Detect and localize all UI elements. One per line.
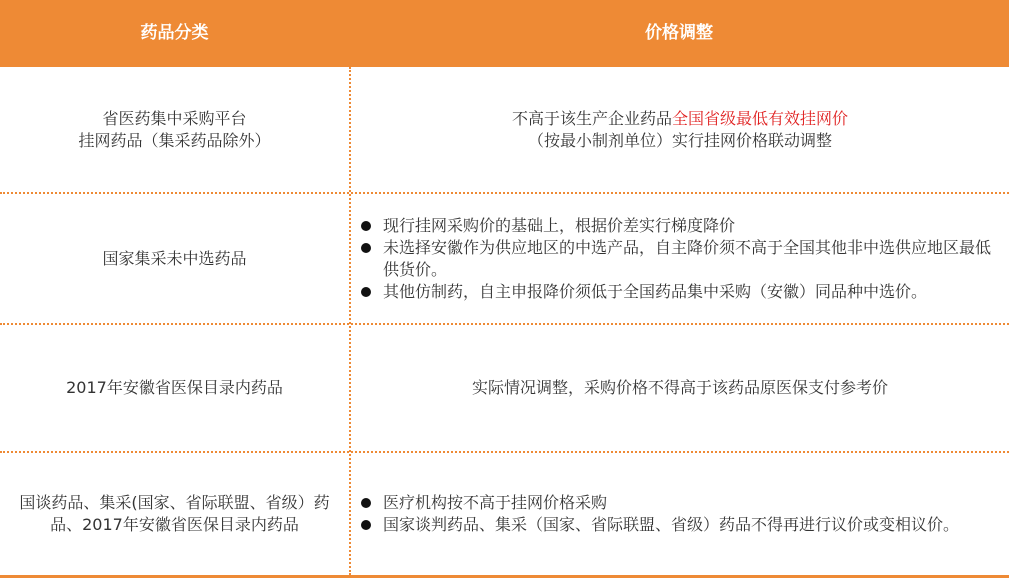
bullet-list <box>359 215 1001 303</box>
bullet-text: 国家谈判药品、集采（国家、省际联盟、省级）药品不得再进行议价或变相议价。 <box>383 515 960 534</box>
bullet-icon <box>361 520 371 530</box>
bullet-text: 医疗机构按不高于挂网价格采购 <box>383 493 608 512</box>
bullet-icon <box>361 243 371 253</box>
bullet-icon <box>361 221 371 231</box>
header-price-adjustment: 价格调整 <box>645 23 713 43</box>
bullet-item <box>359 281 1001 303</box>
bullet-icon <box>361 287 371 297</box>
adjustment-line-2: （按最小制剂单位）实行挂网价格联动调整 <box>527 130 832 150</box>
adjustment-line-1 <box>512 108 848 130</box>
bullet-text: 现行挂网采购价的基础上，根据价差实行梯度降价 <box>383 215 736 235</box>
table-row-4-category: 国谈药品、集采(国家、省际联盟、省级）药品、2017年安徽省医保目录内药品 <box>19 493 330 534</box>
adjustment-text: 不高于该生产企业药品 <box>511 108 672 128</box>
bullet-item <box>359 237 1001 281</box>
bullet-item <box>359 514 1001 536</box>
bullet-icon <box>361 498 371 508</box>
category-text: 省医药集中采购平台 <box>102 108 247 128</box>
highlighted-text: 全国省级最低有效挂网价 <box>672 108 849 128</box>
bullet-text: 其他仿制药，自主申报降价须低于全国药品集中采购（安徽）同品种中选价。 <box>383 281 928 301</box>
table-row-3-adjustment: 实际情况调整，采购价格不得高于该药品原医保支付参考价 <box>471 378 888 397</box>
table-row-1-adjustment <box>351 67 1009 192</box>
bullet-item <box>359 492 1001 514</box>
bullet-list <box>359 492 1001 536</box>
table-row-3-category: 2017年安徽省医保目录内药品 <box>66 378 283 397</box>
table-row-4-adjustment <box>351 453 1009 575</box>
bullet-item <box>359 215 1001 237</box>
bullet-text: 未选择安徽作为供应地区的中选产品，自主降价须不高于全国其他非中选供应地区最低供货价。 <box>383 237 992 279</box>
category-text: 挂网药品（集采药品除外） <box>78 130 271 150</box>
header-category: 药品分类 <box>140 23 209 43</box>
table-row-2-category: 国家集采未中选药品 <box>102 248 247 268</box>
table-header <box>0 0 1009 67</box>
table-row-2-adjustment <box>351 194 1009 323</box>
table-row-1-category <box>0 67 349 192</box>
